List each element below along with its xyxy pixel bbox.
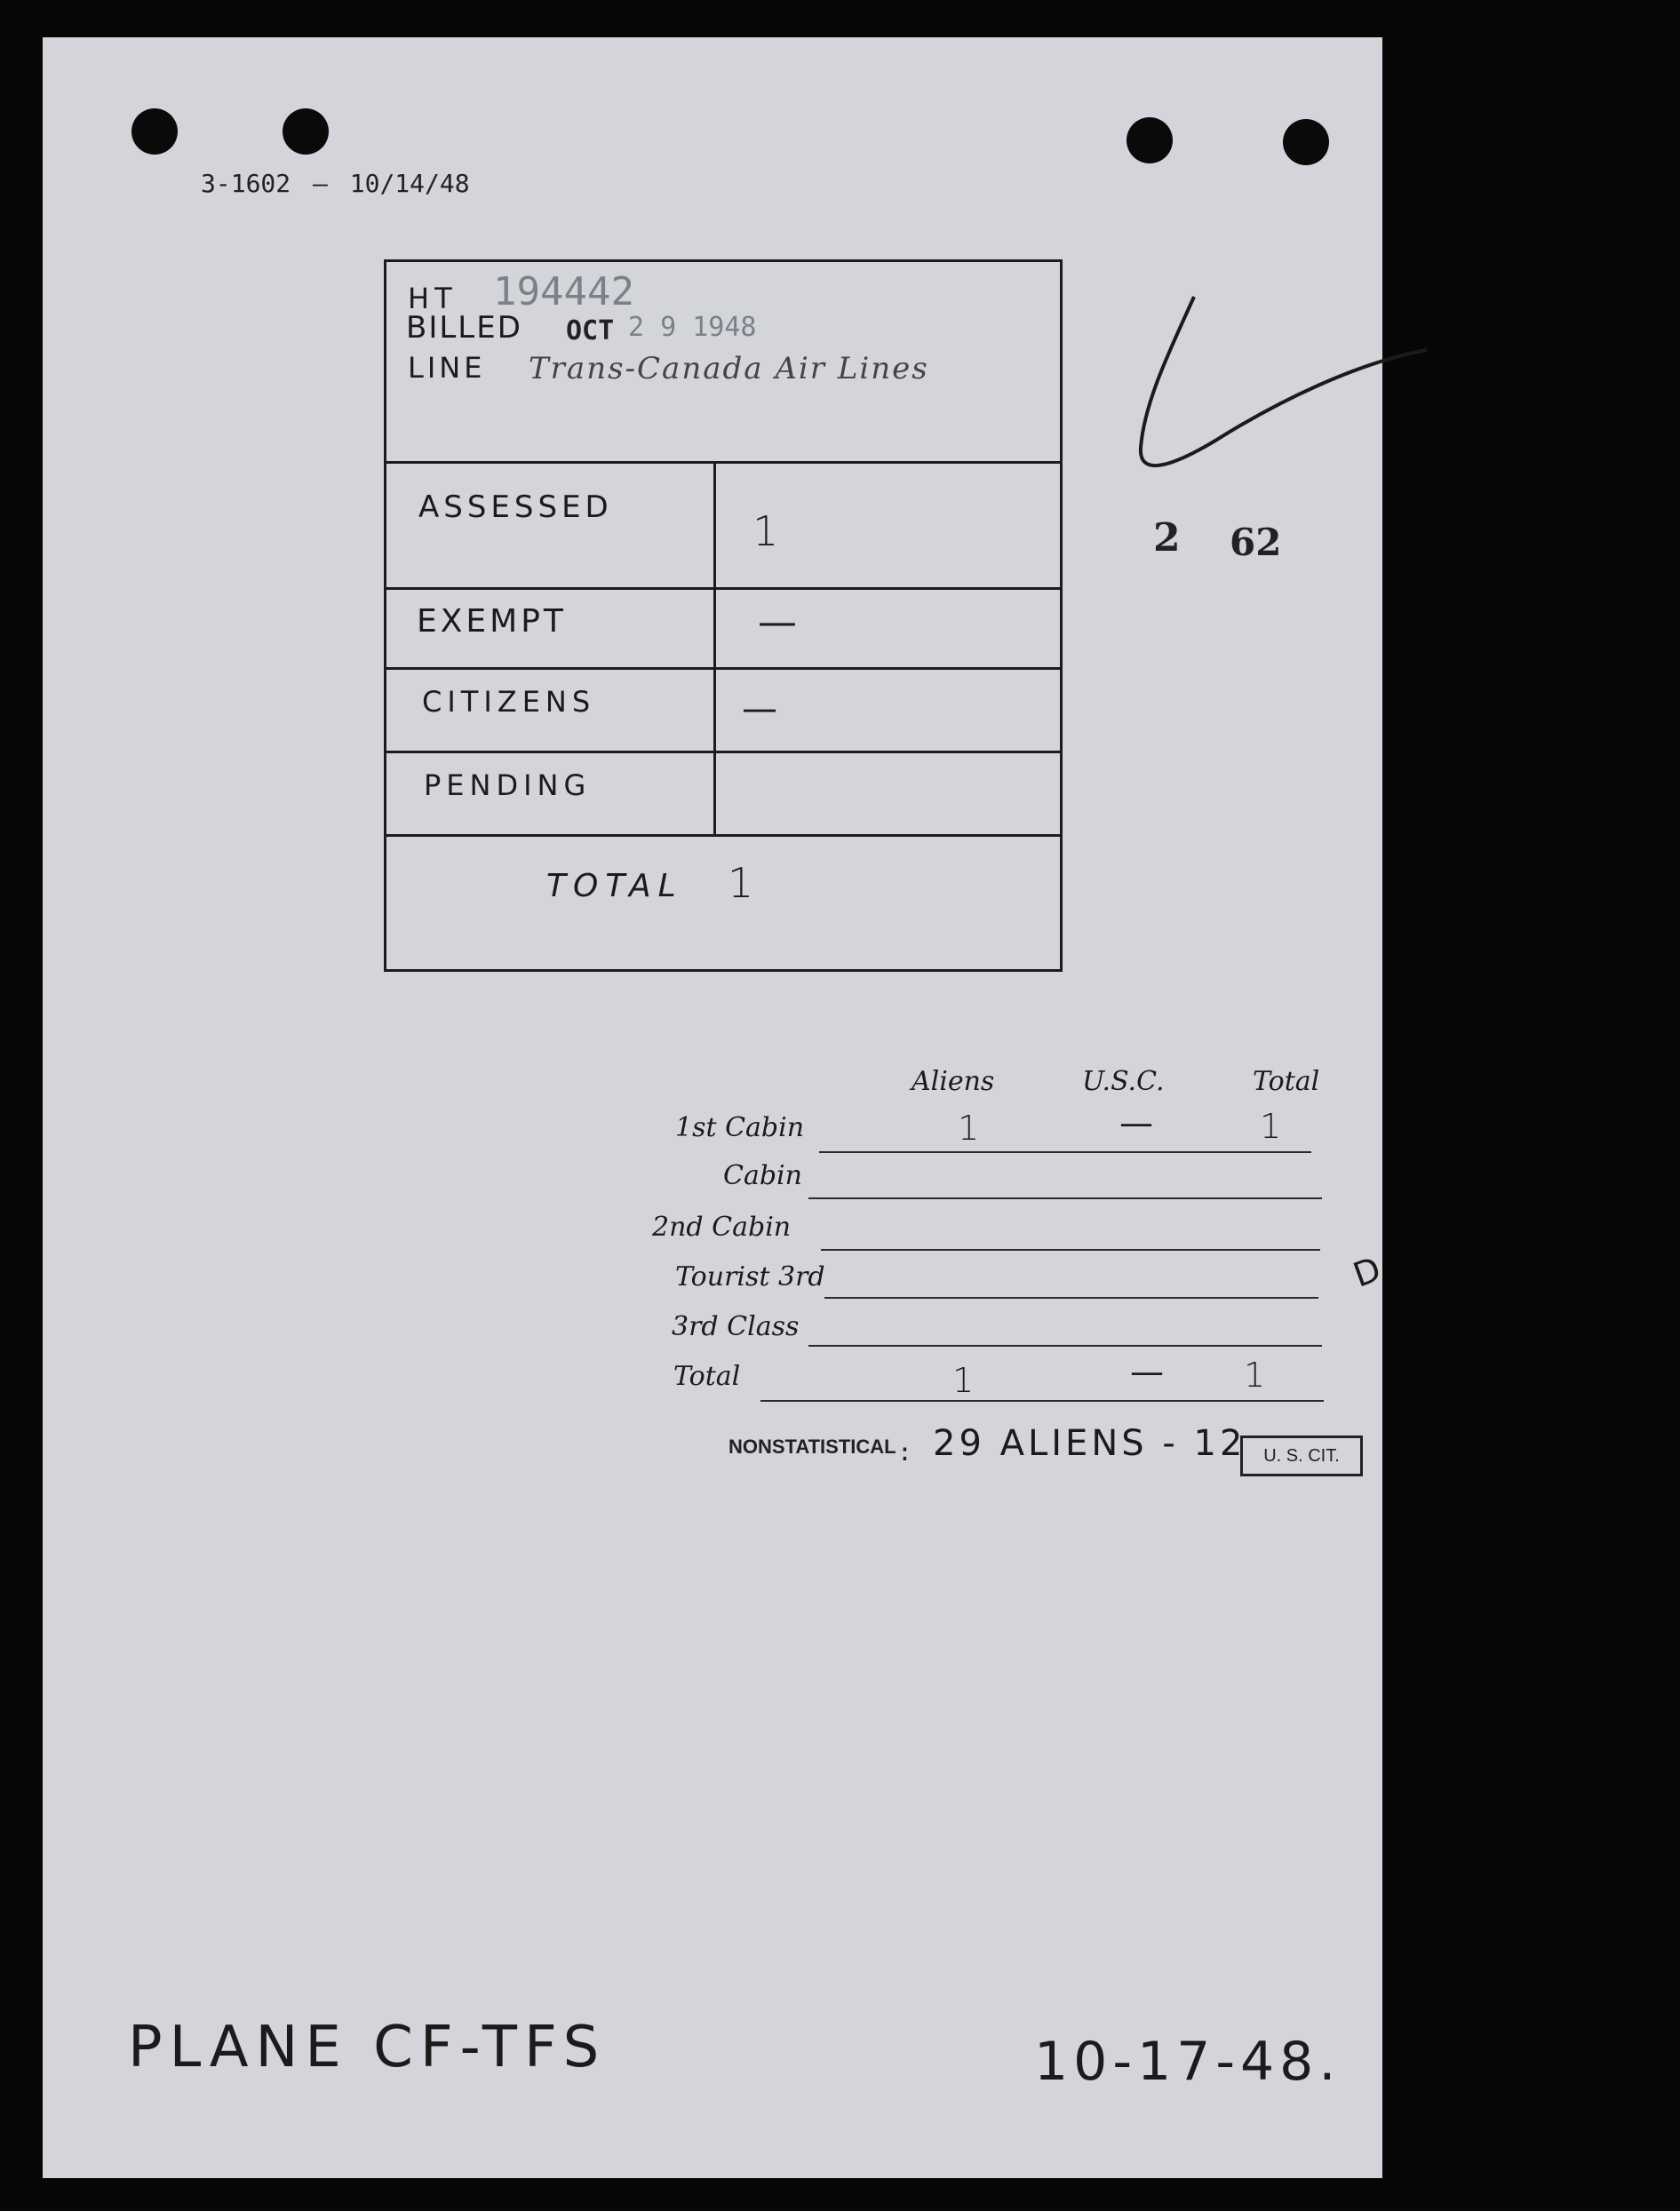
check-mark-icon [1073, 251, 1429, 508]
row-value-citizens: — [742, 688, 777, 729]
box-divider [386, 587, 1060, 590]
header-date: 10/14/48 [349, 169, 470, 198]
header-dash: — [313, 169, 328, 198]
cabin-row-label: Tourist 3rd [675, 1261, 825, 1292]
side-number-right: 62 [1230, 521, 1282, 564]
cabin-row-line [821, 1249, 1320, 1251]
row-label-citizens: CITIZENS [422, 685, 596, 719]
box-divider [386, 667, 1060, 670]
box-column-divider [713, 461, 716, 834]
box-divider [386, 834, 1060, 837]
ht-number: 194442 [493, 269, 634, 314]
file-number-line [201, 169, 470, 198]
row-label-pending: PENDING [424, 768, 592, 802]
total-label: TOTAL [546, 868, 683, 904]
cabin-row-label: Cabin [723, 1160, 802, 1191]
cabin-row-label: 1st Cabin [675, 1112, 805, 1143]
file-number: 3-1602 [201, 169, 291, 198]
cabin-usc: — [1119, 1103, 1153, 1142]
punch-hole [131, 108, 178, 155]
cabin-aliens: 1 [952, 1361, 975, 1400]
cabin-row-line [819, 1151, 1311, 1153]
tally-box [384, 259, 1063, 972]
document-page [43, 37, 1386, 2178]
billed-label: BILLED [406, 310, 522, 346]
cabin-row-line [808, 1345, 1322, 1347]
cabin-total: 1 [1244, 1356, 1266, 1395]
footer-date: 10-17-48. [1034, 2031, 1342, 2093]
punch-hole [1127, 117, 1173, 163]
side-number-left: 2 [1153, 515, 1181, 561]
cabin-row-label: 2nd Cabin [652, 1212, 792, 1243]
punch-hole [1283, 119, 1329, 165]
cabin-usc: — [1130, 1352, 1164, 1391]
header-total: Total [1253, 1066, 1320, 1097]
cabin-row-line [808, 1197, 1322, 1199]
billed-stamp-date: 2 9 1948 [628, 312, 757, 343]
punch-hole [283, 108, 329, 155]
nonstatistical-colon: : [897, 1437, 912, 1467]
us-cit-stamp-text: U. S. CIT. [1263, 1446, 1340, 1466]
row-value-assessed: 1 [752, 507, 779, 555]
cabin-row-line [824, 1297, 1318, 1299]
header-aliens: Aliens [912, 1066, 995, 1097]
row-value-exempt: — [758, 600, 797, 645]
row-label-assessed: ASSESSED [418, 489, 613, 525]
line-value: Trans-Canada Air Lines [529, 351, 929, 386]
cabin-total: 1 [1260, 1107, 1282, 1146]
billed-stamp-month: OCT [566, 315, 615, 346]
nonstatistical-handwritten: 29 ALIENS - 12 [933, 1423, 1246, 1464]
nonstatistical-label: NONSTATISTICAL [729, 1436, 896, 1458]
box-divider [386, 751, 1060, 753]
plane-id: PLANE CF-TFS [128, 2015, 607, 2080]
total-value: 1 [728, 859, 754, 907]
box-divider [386, 461, 1060, 464]
ht-label: HT [408, 282, 458, 315]
header-usc: U.S.C. [1082, 1066, 1165, 1097]
cabin-row-line [760, 1400, 1324, 1402]
row-label-exempt: EXEMPT [417, 603, 567, 640]
line-label: LINE [408, 351, 486, 385]
cabin-row-label: 3rd Class [672, 1311, 800, 1342]
margin-mark: D [1348, 1249, 1386, 1295]
cabin-aliens: 1 [958, 1109, 980, 1148]
cabin-row-label: Total [673, 1361, 741, 1392]
us-cit-stamp [1240, 1436, 1363, 1476]
